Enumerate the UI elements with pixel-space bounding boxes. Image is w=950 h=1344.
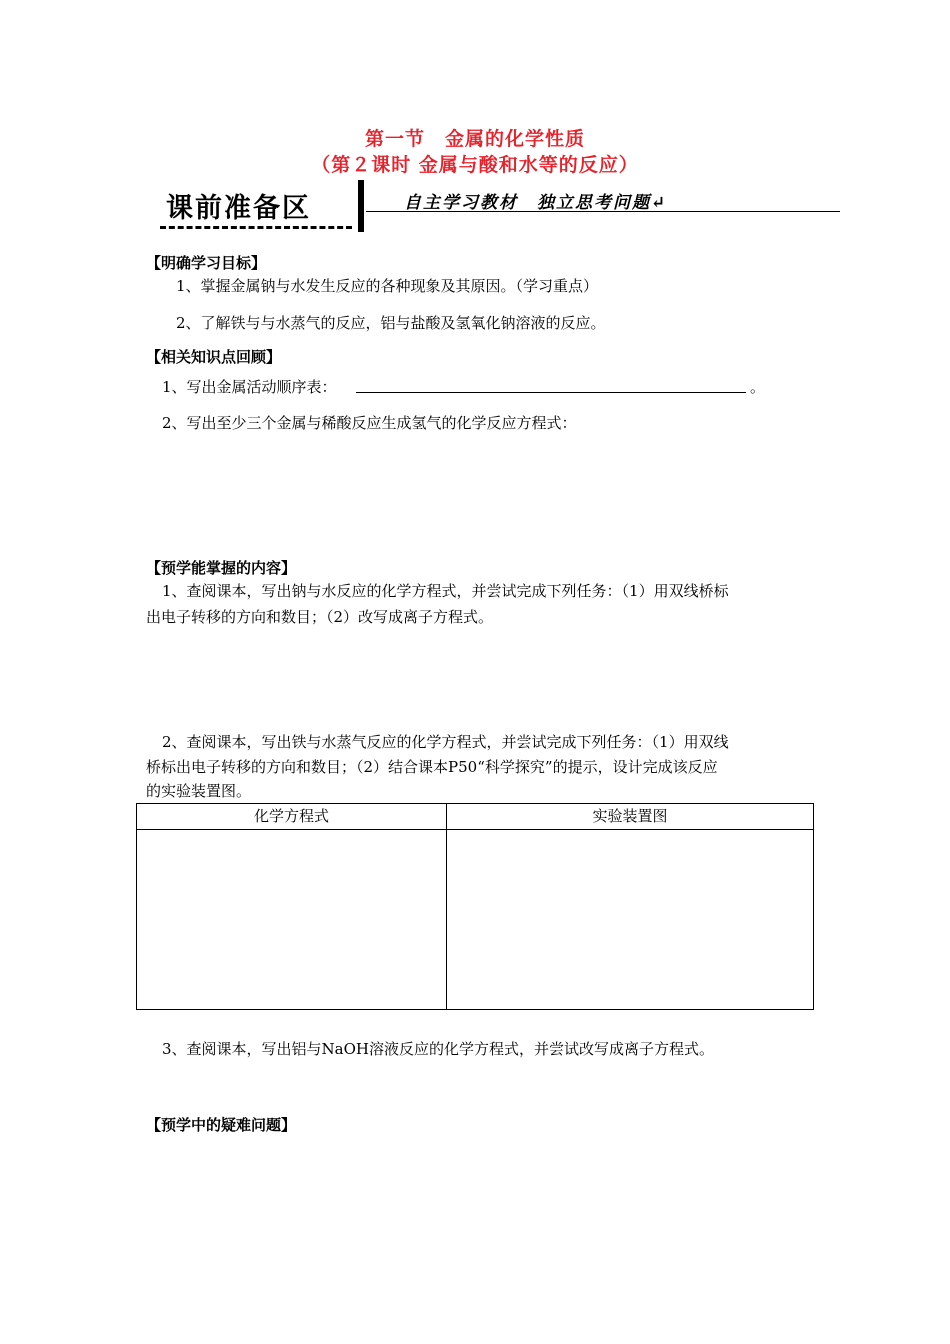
preview-q1-line1: 1、查阅课本，写出钠与水反应的化学方程式，并尝试完成下列任务：（1）用双线桥标: [162, 582, 729, 600]
review-item-1-end: 。: [750, 378, 766, 396]
goal-item-2: 2、了解铁与与水蒸气的反应，铝与盐酸及氢氧化钠溶液的反应。: [176, 314, 606, 332]
apparatus-answer-cell[interactable]: [447, 830, 813, 1009]
goals-heading: 【明确学习目标】: [146, 254, 267, 272]
preview-q1-line2: 出电子转移的方向和数目；（2）改写成离子方程式。: [146, 608, 494, 626]
section-banner-title: 课前准备区: [166, 193, 311, 224]
preview-q2-line2: 桥标出电子转移的方向和数目；（2）结合课本P50“科学探究”的提示，设计完成该反应: [146, 758, 718, 776]
preview-heading: 【预学能掌握的内容】: [146, 559, 297, 577]
review-heading: 【相关知识点回顾】: [146, 348, 282, 366]
preview-q2-line1: 2、查阅课本，写出铁与水蒸气反应的化学方程式，并尝试完成下列任务：（1）用双线: [162, 733, 729, 751]
banner-subtitle: 自主学习教材 独立思考问题↵: [404, 193, 668, 213]
page-title: 第一节 金属的化学性质: [364, 128, 585, 150]
review-item-2: 2、写出至少三个金属与稀酸反应生成氢气的化学反应方程式：: [162, 414, 577, 432]
table-header-apparatus: 实验装置图: [592, 807, 668, 825]
answer-blank-line[interactable]: [356, 392, 746, 393]
goal-item-1: 1、掌握金属钠与水发生反应的各种现象及其原因。（学习重点）: [176, 277, 599, 295]
review-item-1: 1、写出金属活动顺序表：: [162, 378, 337, 396]
banner-dashed-underline: [160, 226, 352, 229]
banner-divider-bar: [358, 180, 364, 232]
page-subtitle: （第２课时 金属与酸和水等的反应）: [311, 154, 639, 176]
difficult-heading: 【预学中的疑难问题】: [146, 1116, 297, 1134]
equation-answer-cell[interactable]: [137, 830, 446, 1009]
preview-q2-line3: 的实验装置图。: [146, 782, 252, 800]
preview-q3: 3、查阅课本，写出铝与NaOH溶液反应的化学方程式，并尝试改写成离子方程式。: [162, 1040, 714, 1058]
answer-table: [136, 803, 814, 1010]
table-header-row: [137, 804, 813, 830]
table-header-equation: 化学方程式: [253, 807, 329, 825]
banner-rule-line: [366, 211, 840, 212]
